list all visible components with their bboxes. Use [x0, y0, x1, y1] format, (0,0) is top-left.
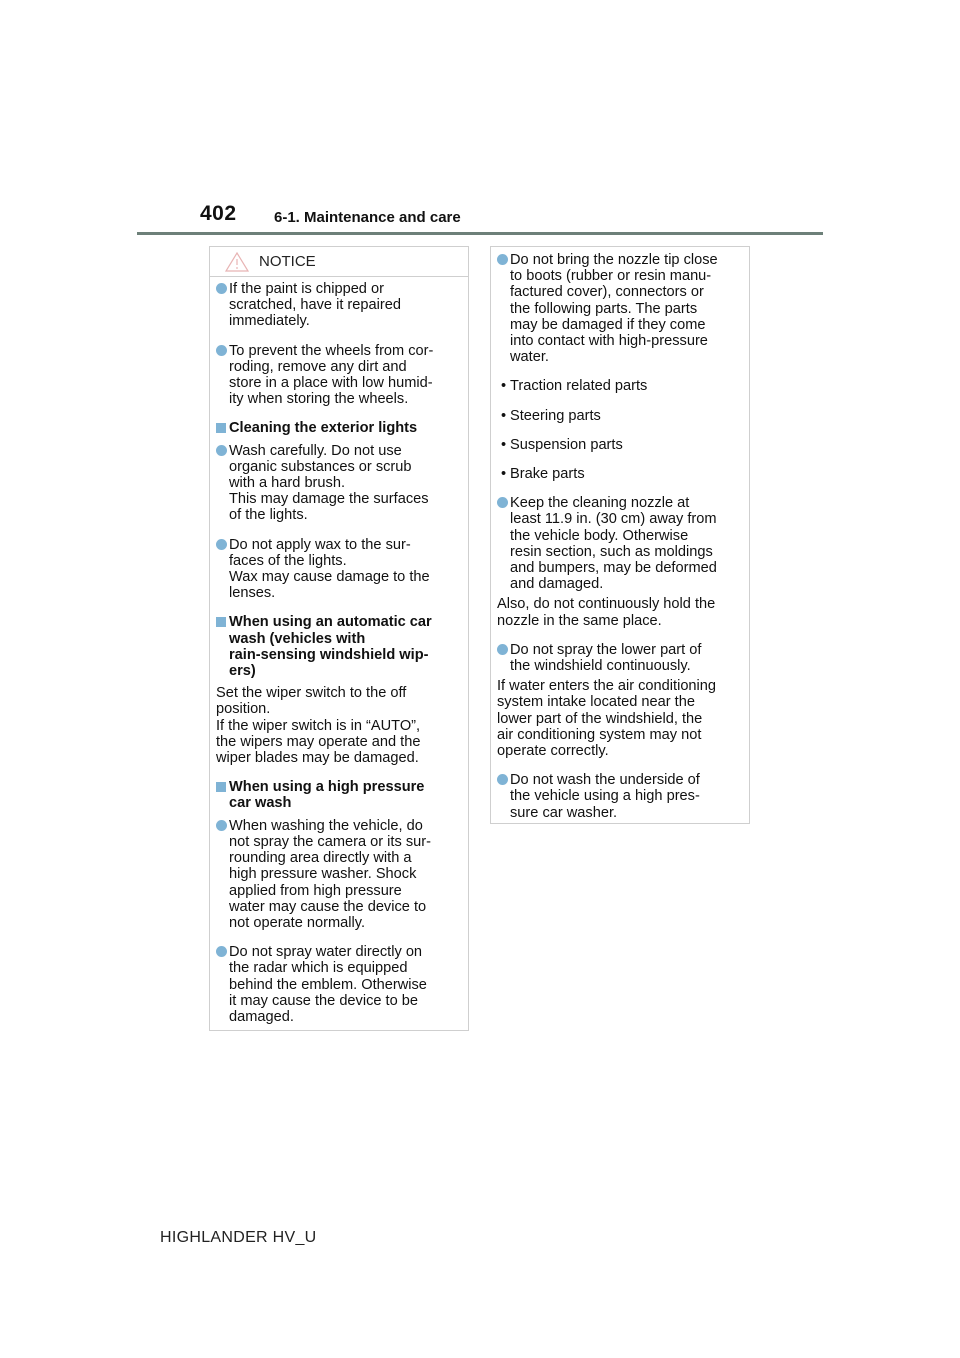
paragraph-wiper: Set the wiper switch to the off position. If the wiper switch is in “AUTO”, the wipers may operate and the wiper blades may be damaged.	[216, 685, 421, 767]
bullet-icon	[497, 254, 508, 265]
notice-left-content	[210, 277, 468, 1025]
list-item: Do not spray the lower part of the windshield continuously.	[497, 642, 743, 674]
list-item: Wash carefully. Do not use organic substances or scrub with a hard brush. This may damage the surfaces of the lights.	[216, 443, 462, 524]
square-bullet-icon	[216, 423, 226, 433]
header-rule	[137, 232, 823, 235]
list-item: Keep the cleaning nozzle at least 11.9 in. (30 cm) away from the vehicle body. Otherwise resin section, such as moldings and bumpers, may be deformed and damaged.	[497, 495, 743, 592]
list-item: When washing the vehicle, do not spray the camera or its sur- rounding area directly with a high pressure washer. Shock applied from high pressure water may cause the device to not operate normally.	[216, 818, 462, 931]
list-item: If the paint is chipped or scratched, have it repaired immediately.	[216, 281, 462, 330]
bullet-icon	[497, 497, 508, 508]
parts-list-item: • Brake parts	[501, 466, 585, 483]
square-bullet-icon	[216, 782, 226, 792]
parts-list-item: • Traction related parts	[501, 378, 648, 395]
parts-list-item: • Suspension parts	[501, 436, 623, 453]
bullet-icon	[216, 345, 227, 356]
paragraph-nozzle: Also, do not continuously hold the nozzle in the same place.	[497, 596, 716, 629]
list-item: Do not spray water directly on the radar which is equipped behind the emblem. Otherwise it may cause the device to be damaged.	[216, 944, 462, 1025]
section-title: 6-1. Maintenance and care	[274, 209, 461, 226]
notice-label: NOTICE	[259, 253, 316, 270]
bullet-icon	[216, 946, 227, 957]
dot-bullet-icon: •	[501, 407, 507, 424]
bullet-icon	[216, 445, 227, 456]
parts-list-item: • Steering parts	[501, 407, 601, 424]
subheading-exterior-lights: Cleaning the exterior lights	[216, 420, 462, 436]
paragraph-water-intake: If water enters the air conditioning system intake located near the lower part of the windshield, the air conditioning system may not operate correctly.	[497, 678, 717, 760]
page-number: 402	[200, 202, 237, 225]
notice-box-left	[209, 246, 469, 1031]
subheading-high-pressure-wash: When using a high pressure car wash	[216, 779, 462, 811]
bullet-icon	[497, 774, 508, 785]
bullet-icon	[216, 539, 227, 550]
bullet-icon	[216, 283, 227, 294]
warning-triangle-icon	[225, 252, 249, 272]
dot-bullet-icon: •	[501, 466, 507, 483]
square-bullet-icon	[216, 617, 226, 627]
footer-model-name: HIGHLANDER HV_U	[160, 1229, 317, 1246]
notice-header	[210, 247, 468, 277]
bullet-icon	[497, 644, 508, 655]
list-item: Do not wash the underside of the vehicle using a high pres- sure car washer.	[497, 772, 743, 821]
dot-bullet-icon: •	[501, 436, 507, 453]
list-item: Do not bring the nozzle tip close to boots (rubber or resin manu- factured cover), connectors or the following parts. The parts may be damaged if they come into contact with high-pressure water.	[497, 252, 743, 365]
notice-right-content	[491, 247, 749, 821]
list-item: Do not apply wax to the sur- faces of the lights. Wax may cause damage to the lenses.	[216, 537, 462, 602]
list-item: To prevent the wheels from cor- roding, remove any dirt and store in a place with low humid- ity when storing the wheels.	[216, 343, 462, 408]
bullet-icon	[216, 820, 227, 831]
subheading-automatic-car-wash: When using an automatic car wash (vehicles with rain-sensing windshield wip- ers)	[216, 614, 462, 679]
dot-bullet-icon: •	[501, 378, 507, 395]
notice-box-right	[490, 246, 750, 824]
